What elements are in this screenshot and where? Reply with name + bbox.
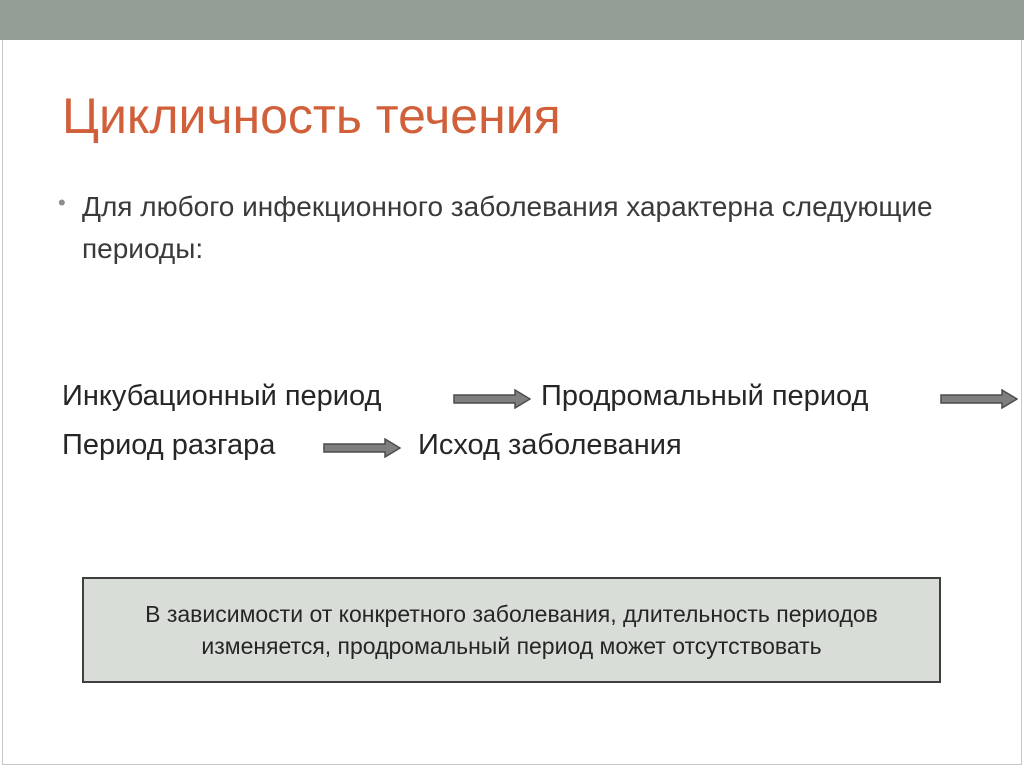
top-decor-bar [0, 0, 1024, 40]
note-text: В зависимости от конкретного заболевания, длительность периодов изменяется, продромальный период может отсутствовать [145, 601, 878, 659]
flow-step-incubation: Инкубационный период [62, 380, 382, 412]
flow-step-prodromal: Продромальный период [541, 380, 869, 412]
flow-step-outcome: Исход заболевания [418, 429, 682, 461]
bullet-marker: • [58, 190, 66, 215]
flow-step-peak: Период разгара [62, 429, 276, 461]
right-arrow-icon [453, 389, 531, 409]
slide-title: Цикличность течения [62, 88, 561, 144]
note-box [82, 577, 941, 683]
right-arrow-icon [940, 389, 1018, 409]
bullet-text: Для любого инфекционного заболевания характерна следующие периоды: [82, 191, 933, 264]
right-arrow-icon [323, 438, 401, 458]
